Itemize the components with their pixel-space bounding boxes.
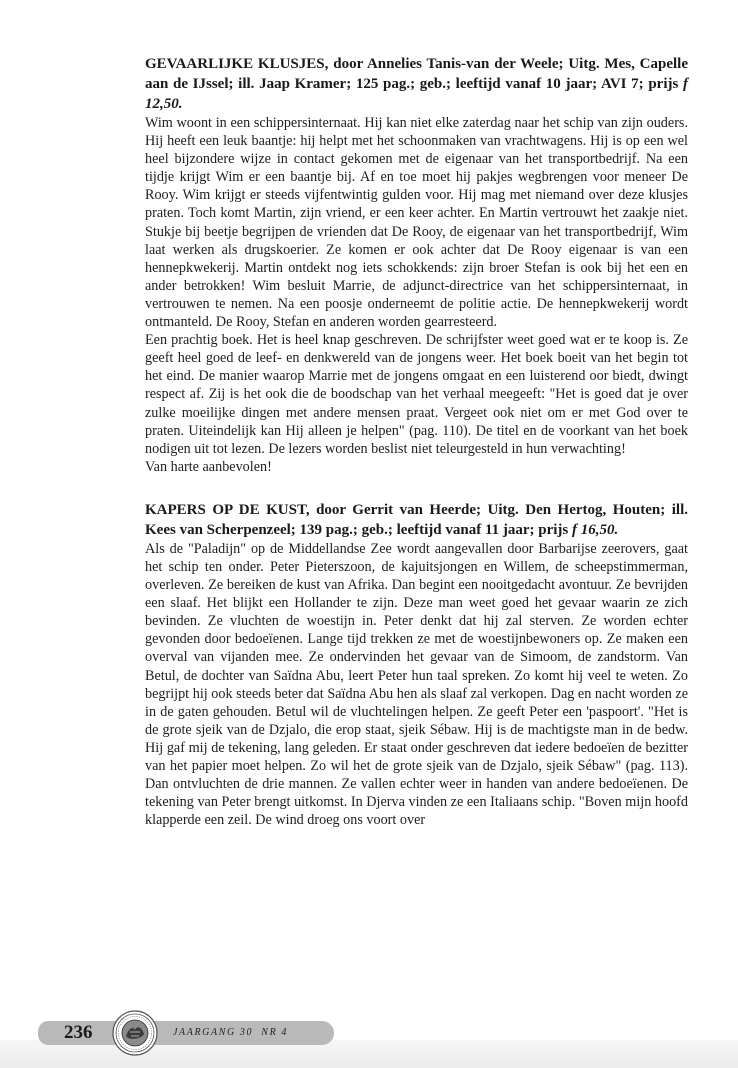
article-column <box>145 54 688 829</box>
review-summary-paragraph: Wim woont in een schippersinternaat. Hij kan niet elke zaterdag naar het schip van zijn ouders. Hij heeft een leuk baantje: hij helpt met het schoonmaken van vrachtwagens. Hij is op een wel heel bijzondere wijze in contact gekomen met de eigenaar van het transportbedrijf. Na een tijdje krijgt Wim er een baantje bij. Af en toe moet hij pakjes wegbrengen voor meneer De Rooy. Wim krijgt er steeds vijfentwintig gulden voor. Hij mag met niemand over deze klusjes praten. Toch komt Martin, zijn vriend, er een keer achter. En Martin vertrouwt het zaakje niet. Stukje bij beetje begrijpen de vrienden dat De Rooy, de eigenaar van het transportbedrijf, Wim laat werken als drugskoerier. Ze komen er ook achter dat De Rooy eigenaar is van een hennepkwekerij. Martin ontdekt nog iets schokkends: zijn broer Stefan is ook bij het een en ander betrokken! Wim besluit Marrie, de adjunct-directrice van het schippersinternaat, in vertrouwen te nemen. Na een poosje onderneemt de politie actie. De hennepkwekerij wordt ontmanteld. De Rooy, Stefan en anderen worden gearresteerd. <box>145 115 688 331</box>
review-price: f 16,50. <box>572 521 619 538</box>
review-heading <box>145 54 688 114</box>
review-recommendation: Van harte aanbevolen! <box>145 458 272 475</box>
review-heading <box>145 500 688 540</box>
volume-number: JAARGANG 30 <box>173 1027 254 1038</box>
review-body <box>145 114 688 476</box>
issue-number: NR 4 <box>261 1027 288 1038</box>
review-summary-paragraph: Als de "Paladijn" op de Middellandse Zee wordt aangevallen door Barbarijse zeerovers, gaat het schip ten onder. Peter Pieterszoon, de kajuitsjongen en Willem, de scheepstimmerman, overleven. Ze bereiken de kust van Afrika. Dan begint een nooitgedacht avontuur. Ze bevrijden een slaaf. Het blijkt een Hollander te zijn. Deze man weet goed het gevaar waarin ze zich bevinden. Ze vluchten de woestijn in. Peter denkt dat hij zal sterven. Ze worden echter gevonden door bedoeïenen. Lange tijd trekken ze met de woestijnbewoners op. Ze maken een overval van vijanden mee. Ze ondervinden het gevaar van de Simoom, de zandstorm. Van Betul, de dochter van Saïdna Abu, leert Peter hun taal spreken. Zo komt hij veel te weten. Zo begrijpt hij ook steeds beter dat Saïdna Abu hen als slaaf zal verkopen. Dag en nacht worden ze in de gaten gehouden. Betul wil de vluchtelingen helpen. Ze geeft Peter een 'paspoort'. "Het is de grote sjeik van de Dzjalo, die erop staat, sjeik Sébaw. Hij is de machtigste man in de bedw. Hij gaf mij de tekening, lang geleden. Er staat onder geschreven dat iedere bedoeïen de bezitter van het papier moet helpen. Zo wil het de grote sjeik van de Dzjalo, sjeik Sébaw" (pag. 113). Dan ontvluchten de drie mannen. Ze vallen echter weer in handen van andere bedoeïenen. De tekening van Peter brengt uitkomst. In Djerva vinden ze een Italiaans schip. "Boven mijn hoofd klapperde een zeil. De wind droeg ons voort over <box>145 540 688 829</box>
review-opinion-paragraph: Een prachtig boek. Het is heel knap geschreven. De schrijfster weet goed wat er te koop is. Ze geeft heel goed de leef- en denkwereld van de jongens weer. Het boek boeit van het begin tot het eind. De manier waarop Marrie met de jongens omgaat en een luisterend oor biedt, dwingt respect af. Zij is het ook die de boodschap van het verhaal meegeeft: "Het is goed dat je over zulke moeilijke dingen met andere mensen praat. Vergeet ook niet om er met God over te praten. Uiteindelijk kan Hij alleen je helpen" (pag. 110). De titel en de voorkant van het boek nodigen uit tot lezen. De lezers worden beslist niet teleurgesteld in hun verwachting! <box>145 332 688 457</box>
page-footer <box>38 1012 334 1052</box>
review-heading-text: KAPERS OP DE KUST, door Gerrit van Heerde; Uitg. Den Hertog, Houten; ill. Kees van Scherpenzeel; 139 pag.; geb.; leeftijd vanaf 11 jaar; prijs <box>145 501 688 538</box>
review-heading-text: GEVAARLIJKE KLUSJES, door Annelies Tanis-van der Weele; Uitg. Mes, Capelle aan de IJssel; ill. Jaap Kramer; 125 pag.; geb.; leeftijd vanaf 10 jaar; AVI 7; prijs <box>145 56 688 92</box>
review-body <box>145 540 688 830</box>
emblem-seal-icon <box>112 1010 158 1056</box>
review-gevaarlijke-klusjes <box>145 54 688 476</box>
review-price: f 12,50. <box>145 76 688 112</box>
volume-label <box>173 1027 288 1038</box>
page-number: 236 <box>64 1022 93 1043</box>
review-kapers-op-de-kust <box>145 500 688 830</box>
